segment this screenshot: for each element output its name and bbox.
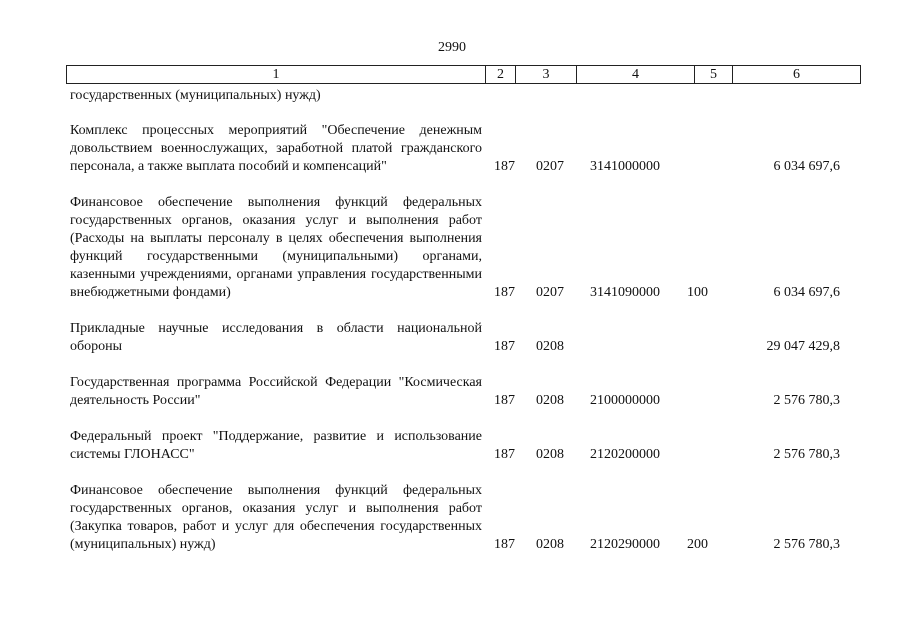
row-sum: 6 034 697,6 xyxy=(773,285,840,300)
table-row xyxy=(70,320,850,356)
row-gr: 187 xyxy=(494,285,515,300)
row-rz: 0208 xyxy=(536,447,564,462)
row-rz: 0208 xyxy=(536,339,564,354)
column-header-row xyxy=(67,66,861,84)
row-cs: 2120200000 xyxy=(590,447,660,462)
column-header-table xyxy=(66,65,861,84)
row-gr: 187 xyxy=(494,537,515,552)
row-name: Государственная программа Российской Федерации "Космическая деятельность России" xyxy=(70,375,482,408)
row-gr: 187 xyxy=(494,159,515,174)
table-row xyxy=(70,428,850,464)
row-sum: 2 576 780,3 xyxy=(773,393,840,408)
row-name: Финансовое обеспечение выполнения функций федеральных государственных органов, оказания услуг и выполнения работ (Закупка товаров, работ и услуг для обеспечения государственных (муниципальных) нужд) xyxy=(70,483,482,552)
table-row xyxy=(70,194,850,302)
row-cs: 3141000000 xyxy=(590,159,660,174)
page-number: 2990 xyxy=(438,40,466,55)
row-vr: 100 xyxy=(687,285,708,300)
row-rz: 0207 xyxy=(536,159,564,174)
budget-rows xyxy=(70,87,850,572)
row-sum: 6 034 697,6 xyxy=(773,159,840,174)
row-gr: 187 xyxy=(494,339,515,354)
row-rz: 0207 xyxy=(536,285,564,300)
row-cs: 2120290000 xyxy=(590,537,660,552)
row-sum: 29 047 429,8 xyxy=(766,339,840,354)
row-rz: 0208 xyxy=(536,393,564,408)
column-header-4: 4 xyxy=(577,66,695,84)
column-header-3: 3 xyxy=(516,66,577,84)
row-name: Комплекс процессных мероприятий "Обеспечение денежным довольствием военнослужащих, заработной платой гражданского персонала, а также выплата пособий и компенсаций" xyxy=(70,123,482,174)
table-row xyxy=(70,374,850,410)
row-name: Прикладные научные исследования в области национальной обороны xyxy=(70,321,482,354)
column-header-5: 5 xyxy=(695,66,733,84)
column-header-2: 2 xyxy=(486,66,516,84)
row-name: Финансовое обеспечение выполнения функций федеральных государственных органов, оказания услуг и выполнения работ (Расходы на выплаты персоналу в целях обеспечения выполнения функций государственными (муниципальными) органами, казенными учреждениями, органами управления государственными внебюджетными фондами) xyxy=(70,195,482,300)
column-header-6: 6 xyxy=(733,66,861,84)
row-vr: 200 xyxy=(687,537,708,552)
row-sum: 2 576 780,3 xyxy=(773,537,840,552)
row-cs: 2100000000 xyxy=(590,393,660,408)
table-row xyxy=(70,482,850,554)
row-name: Федеральный проект "Поддержание, развитие и использование системы ГЛОНАСС" xyxy=(70,429,482,462)
table-row xyxy=(70,122,850,176)
row-gr: 187 xyxy=(494,447,515,462)
row-rz: 0208 xyxy=(536,537,564,552)
row-sum: 2 576 780,3 xyxy=(773,447,840,462)
row-cs: 3141090000 xyxy=(590,285,660,300)
column-header-1: 1 xyxy=(67,66,486,84)
row-name: государственных (муниципальных) нужд) xyxy=(70,88,321,103)
table-row xyxy=(70,87,850,105)
row-gr: 187 xyxy=(494,393,515,408)
